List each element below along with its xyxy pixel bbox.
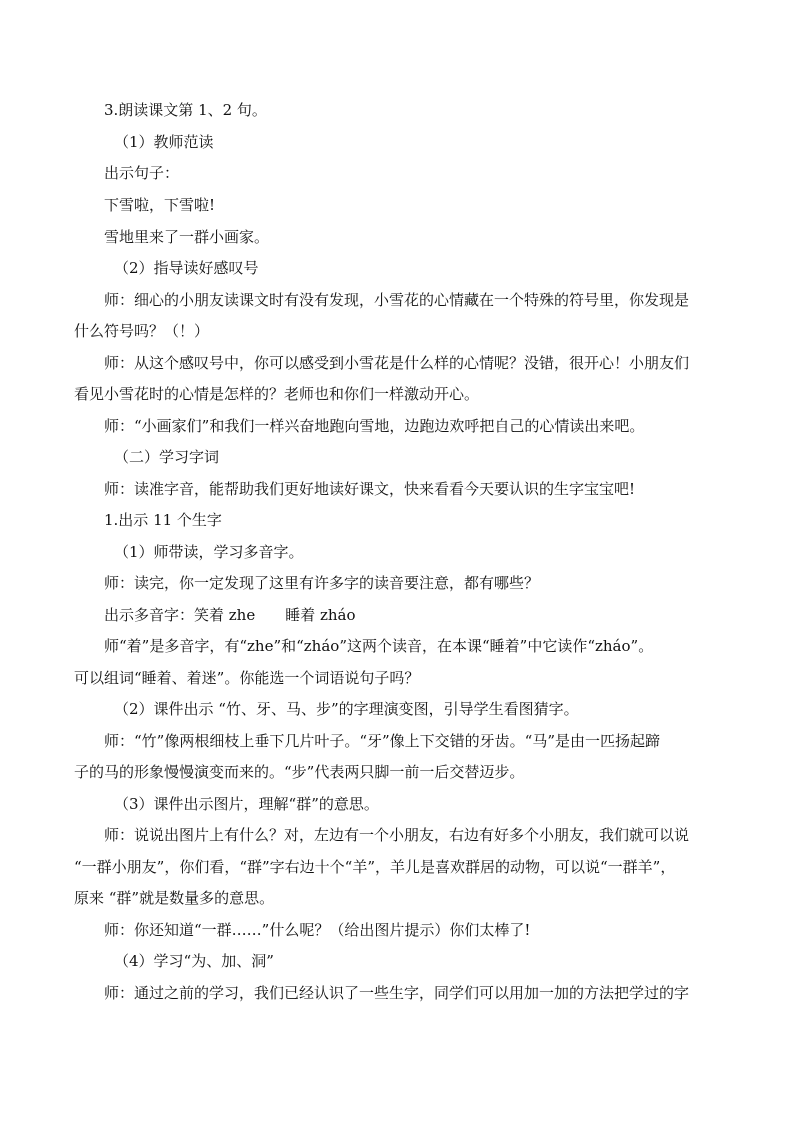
text-line: 师：细心的小朋友读课文时有没有发现，小雪花的心情藏在一个特殊的符号里，你发现是 — [104, 291, 690, 309]
text-line: 1.出示 11 个生字 — [104, 511, 222, 529]
text-line: 师：“竹”像两根细枝上垂下几片叶子。“牙”像上下交错的牙齿。“马”是由一匹扬起蹄 — [104, 732, 661, 750]
text-line: 出示句子： — [104, 164, 180, 182]
text-line: 下雪啦，下雪啦! — [104, 196, 216, 214]
text-line: 师：通过之前的学习，我们已经认识了一些生字，同学们可以用加一加的方法把学过的字 — [104, 984, 690, 1002]
text-line: （2）课件出示 “竹、牙、马、步”的字理演变图，引导学生看图猜字。 — [114, 700, 579, 718]
text-line: 师：读完，你一定发现了这里有许多字的读音要注意，都有哪些？ — [104, 574, 540, 592]
text-line: 师“着”是多音字，有“zhe”和“zháo”这两个读音，在本课“睡着”中它读作“zháo”。 — [104, 637, 654, 655]
text-line: 雪地里来了一群小画家。 — [104, 228, 270, 246]
text-line: （1）教师范读 — [114, 133, 214, 151]
text-line: 师：从这个感叹号中，你可以感受到小雪花是什么样的心情呢？没错，很开心！小朋友们 — [104, 354, 690, 372]
text-line: 子的马的形象慢慢演变而来的。“步”代表两只脚一前一后交替迈步。 — [74, 763, 525, 781]
text-line: 原来 “群”就是数量多的意思。 — [74, 889, 275, 907]
text-line: 师：说说出图片上有什么？对，左边有一个小朋友，右边有好多个小朋友，我们就可以说 — [104, 826, 690, 844]
text-line: 师：读准字音，能帮助我们更好地读好课文，快来看看今天要认识的生字宝宝吧! — [104, 480, 636, 498]
text-line: （二）学习字词 — [114, 448, 220, 466]
text-line: 师：你还知道“一群……”什么呢？（给出图片提示）你们太棒了! — [104, 921, 531, 939]
text-line: 出示多音字：笑着 zhe 睡着 zháo — [104, 606, 356, 624]
text-line: “一群小朋友”，你们看，“群”字右边十个“羊”，羊儿是喜欢群居的动物，可以说“一群羊”， — [74, 858, 676, 876]
text-line: 3.朗读课文第 1、2 句。 — [104, 101, 267, 119]
text-line: 看见小雪花时的心情是怎样的？老师也和你们一样激动开心。 — [74, 385, 480, 403]
text-line: 师：“小画家们”和我们一样兴奋地跑向雪地，边跑边欢呼把自己的心情读出来吧。 — [104, 417, 645, 435]
text-line: 什么符号吗？（！） — [74, 322, 210, 340]
text-line: （1）师带读，学习多音字。 — [114, 543, 304, 561]
text-line: （3）课件出示图片，理解“群”的意思。 — [114, 795, 379, 813]
text-line: 可以组词“睡着、着迷”。你能选一个词语说句子吗？ — [74, 669, 420, 687]
text-line: （2）指导读好感叹号 — [114, 259, 259, 277]
text-line: （4）学习“为、加、洞” — [114, 952, 274, 970]
